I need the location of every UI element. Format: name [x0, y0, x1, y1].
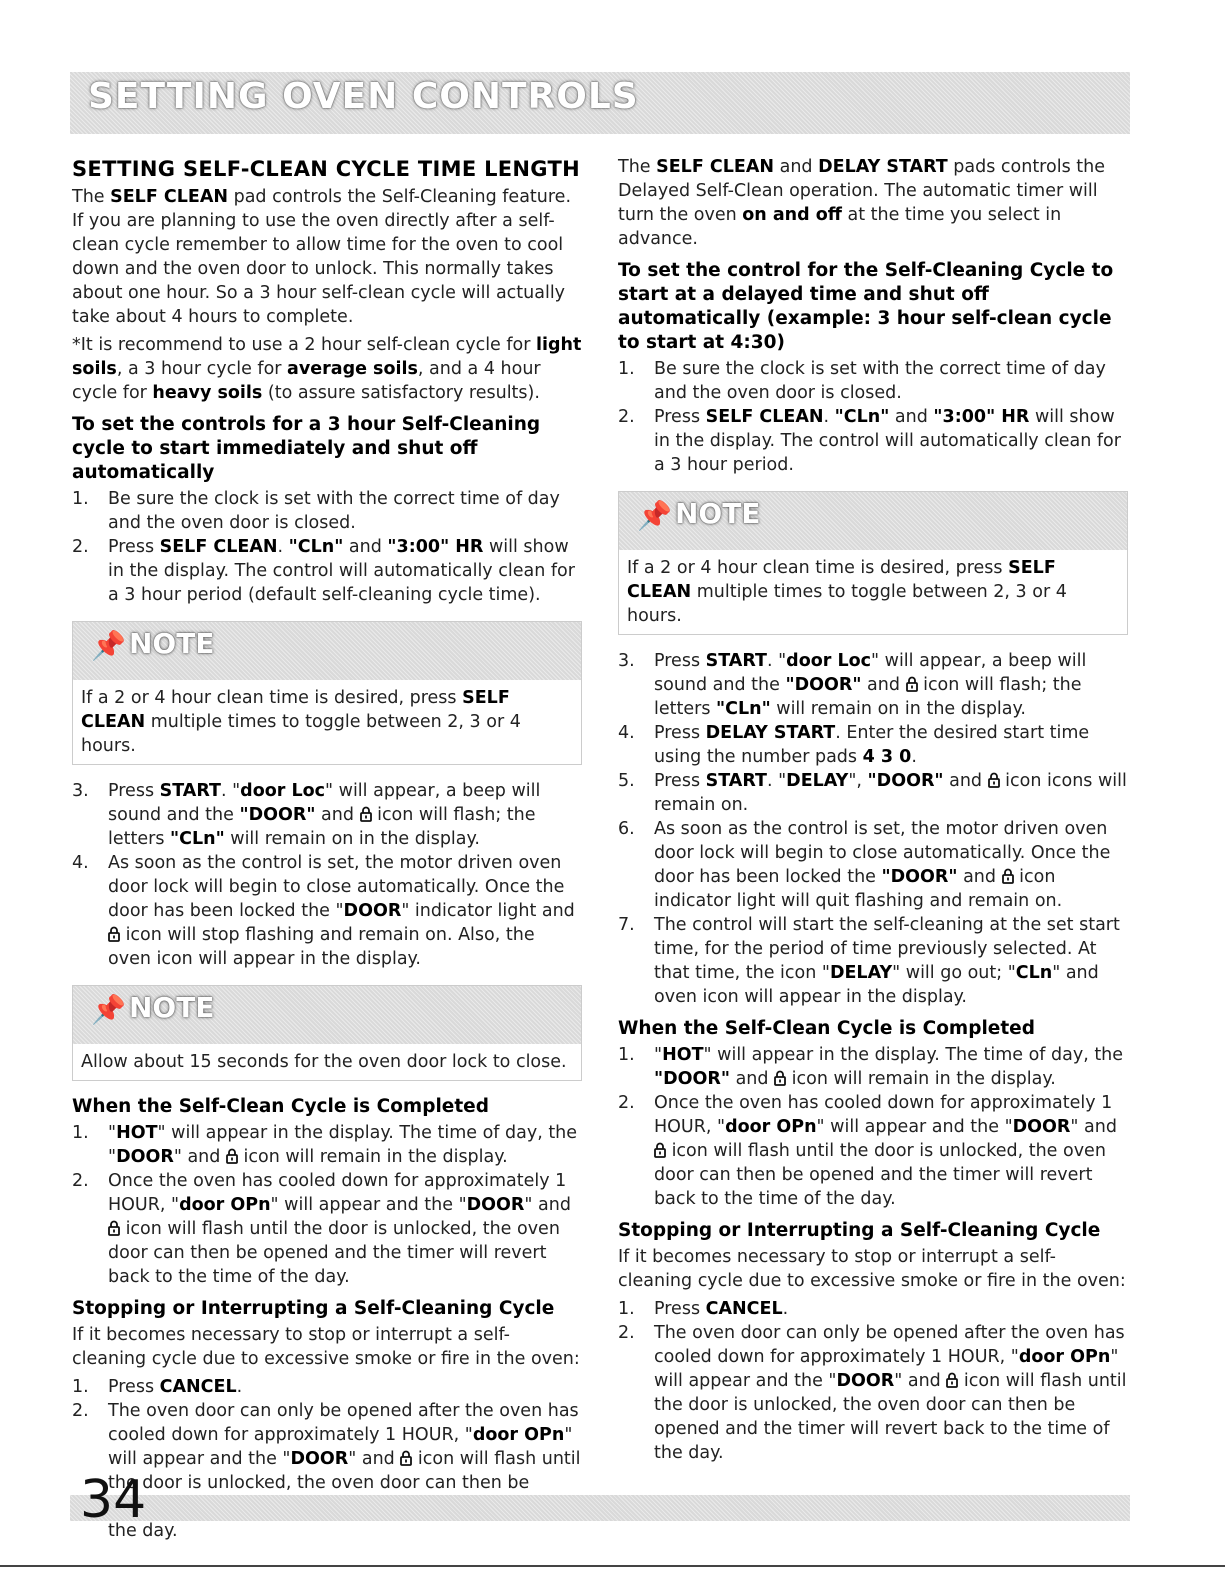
note-text: [73, 1044, 581, 1080]
step-number: 1.: [618, 1045, 635, 1065]
note-box: [72, 985, 582, 1081]
text-run: will show in the display. The control will automatically clean for a 3 hour period (default self-cleaning cycle time).: [108, 537, 575, 605]
text-run: Allow about 15 seconds for the oven door lock to close.: [81, 1052, 567, 1072]
door-lock-icon: [774, 1070, 786, 1086]
bold-term: "DOOR": [881, 867, 958, 887]
text-run: " and: [894, 1371, 947, 1391]
door-lock-icon: [400, 1450, 412, 1466]
bold-term: "DOOR": [239, 805, 316, 825]
step-number: 2.: [72, 1171, 89, 1191]
text-run: The control will start the self-cleaning at the set start time, for the period of time previously selected. At that time, the icon ": [654, 915, 1120, 983]
bold-term: SELF CLEAN: [81, 688, 510, 732]
text-run: and: [943, 771, 988, 791]
text-run: at the time you select in advance.: [618, 205, 1062, 249]
bold-term: CLn: [1015, 963, 1053, 983]
text-run: icon will flash; the letters: [654, 675, 1082, 719]
stopping-intro: If it becomes necessary to stop or interrupt a self-cleaning cycle due to excessive smoke or fire in the oven:: [618, 1247, 1126, 1291]
note-title: NOTE: [675, 497, 761, 530]
text-run: . Enter the desired start time using the number pads: [654, 723, 1090, 767]
note-text: [619, 550, 1127, 634]
step-number: 7.: [618, 915, 635, 935]
step-item: [618, 1321, 1128, 1465]
text-run: *It is recommend to use a 2 hour self-clean cycle for: [72, 335, 537, 355]
bold-term: SELF CLEAN: [627, 558, 1056, 602]
text-run: and: [730, 1069, 775, 1089]
bold-term: "DOOR": [867, 771, 944, 791]
text-run: The: [618, 157, 657, 177]
step-number: 6.: [618, 819, 635, 839]
bold-term: DELAY: [829, 963, 893, 983]
step-item: [618, 817, 1128, 913]
text-run: Press: [108, 537, 160, 557]
text-run: " will appear in the display. The time of day, the ": [108, 1123, 578, 1167]
left-column: [72, 155, 582, 1547]
text-run: icon will flash until the door is unlocked, the oven door can then be opened and the timer will revert back to the time of the day.: [108, 1219, 560, 1287]
text-run: will show in the display. The control will automatically clean for a 3 hour period.: [654, 407, 1121, 475]
bold-term: "CLn": [288, 537, 344, 557]
bold-term: door OPn: [1018, 1347, 1111, 1367]
bold-term: START: [705, 771, 767, 791]
bold-term: DOOR: [343, 901, 402, 921]
bold-term: average soils: [287, 359, 418, 379]
text-run: If a 2 or 4 hour clean time is desired, press: [81, 688, 463, 708]
text-run: The oven door can only be opened after the oven has cooled down for approximately 1 HOUR, ": [108, 1401, 579, 1445]
bold-term: START: [705, 651, 767, 671]
step-number: 2.: [618, 1323, 635, 1343]
delayed-clean-steps-continued: [618, 649, 1128, 1009]
bold-term: "CLn": [834, 407, 890, 427]
text-run: " and: [348, 1449, 401, 1469]
text-run: and: [315, 805, 360, 825]
step-item: [72, 535, 582, 607]
text-run: " will appear in the display. The time of day, the: [703, 1045, 1124, 1065]
section-title: SETTING OVEN CONTROLS: [88, 76, 639, 117]
bold-term: DELAY: [786, 771, 849, 791]
stopping-heading: Stopping or Interrupting a Self-Cleaning Cycle: [72, 1298, 555, 1319]
text-run: Once the oven has cooled down for approximately 1 HOUR, ": [108, 1171, 567, 1215]
step-number: 5.: [618, 771, 635, 791]
step-item: [72, 1169, 582, 1289]
text-run: icon will flash until the door is unlocked, the oven door can then be opened and the timer will revert back to the time of the day.: [654, 1371, 1127, 1463]
section-header-banner: [70, 72, 1130, 134]
bold-term: HOT: [662, 1045, 704, 1065]
text-run: " will appear, a beep will sound and the: [654, 651, 1087, 695]
text-run: " and: [524, 1195, 571, 1215]
text-run: , a 3 hour cycle for: [116, 359, 288, 379]
text-run: The oven door can only be opened after the oven has cooled down for approximately 1 HOUR, ": [654, 1323, 1125, 1367]
step-number: 1.: [72, 1123, 89, 1143]
bold-term: HOT: [116, 1123, 158, 1143]
text-run: .: [823, 407, 835, 427]
text-run: ",: [848, 771, 868, 791]
bold-term: door OPn: [725, 1117, 817, 1137]
bold-term: "CLn": [170, 829, 225, 849]
delay-intro-paragraph: [618, 155, 1128, 251]
step-number: 1.: [72, 1377, 89, 1397]
door-lock-icon: [226, 1148, 238, 1164]
bold-term: DELAY START: [818, 157, 948, 177]
text-run: Be sure the clock is set with the correct time of day and the oven door is closed.: [654, 359, 1106, 403]
text-run: icon will flash until the door is unlocked, the oven door can then be opened and the timer will revert back to the time of the day.: [654, 1141, 1106, 1209]
text-run: . ": [766, 771, 787, 791]
text-run: Press: [654, 723, 706, 743]
text-run: " and oven icon will appear in the display.: [654, 963, 1099, 1007]
text-run: and: [774, 157, 819, 177]
pushpin-icon: 📌: [637, 499, 672, 532]
text-run: pad controls the Self-Cleaning feature. If you are planning to use the oven directly after a self-clean cycle remember to allow time for the oven to cool down and the oven door to unlock. This normally takes about one hour. So a 3 hour self-clean cycle will actually take about 4 hours to complete.: [72, 187, 572, 327]
text-run: As soon as the control is set, the motor driven oven door lock will begin to close automatically. Once the door has been locked the: [654, 819, 1111, 887]
text-run: The: [72, 187, 111, 207]
note-header: [619, 492, 1127, 550]
step-item: [618, 405, 1128, 477]
text-run: Press: [108, 1377, 160, 1397]
step-number: 3.: [618, 651, 635, 671]
text-run: icon will remain in the display.: [786, 1069, 1056, 1089]
step-item: [618, 913, 1128, 1009]
text-run: icon indicator light will quit flashing and remain on.: [654, 867, 1063, 911]
door-lock-icon: [1002, 868, 1014, 884]
cycle-completed-heading: When the Self-Clean Cycle is Completed: [72, 1096, 489, 1117]
bold-term: DOOR: [1012, 1117, 1071, 1137]
bold-term: DOOR: [290, 1449, 349, 1469]
text-run: will remain on in the display.: [224, 829, 480, 849]
bold-term: DOOR: [116, 1147, 174, 1167]
text-run: .: [782, 1299, 789, 1319]
text-run: icon will remain in the display.: [237, 1147, 508, 1167]
bold-term: door Loc: [786, 651, 872, 671]
door-lock-icon: [988, 772, 1000, 788]
immediate-clean-steps: [72, 487, 582, 607]
note-header: [73, 986, 581, 1044]
text-run: . ": [766, 651, 787, 671]
text-run: Press: [654, 651, 706, 671]
text-run: and: [957, 867, 1002, 887]
bold-term: DOOR: [836, 1371, 895, 1391]
note-text: [73, 680, 581, 764]
text-run: As soon as the control is set, the motor driven oven door lock will begin to close automatically. Once the door has been locked the ": [108, 853, 565, 921]
text-run: If a 2 or 4 hour clean time is desired, press: [627, 558, 1009, 578]
text-run: Press: [654, 407, 706, 427]
step-item: [618, 721, 1128, 769]
text-run: " indicator light and: [401, 901, 575, 921]
text-run: Be sure the clock is set with the correct time of day and the oven door is closed.: [108, 489, 560, 533]
step-item: [618, 357, 1128, 405]
text-run: " will appear and the ": [654, 1347, 1119, 1391]
door-lock-icon: [654, 1142, 666, 1158]
door-lock-icon: [360, 806, 372, 822]
bold-term: door OPn: [472, 1425, 565, 1445]
bold-term: on and off: [742, 205, 842, 225]
bold-term: DELAY START: [705, 723, 836, 743]
text-run: " will appear and the ": [270, 1195, 467, 1215]
step-item: [72, 1121, 582, 1169]
text-run: ": [654, 1045, 663, 1065]
pushpin-icon: 📌: [91, 629, 126, 662]
bold-term: START: [159, 781, 221, 801]
delayed-clean-subheading: To set the control for the Self-Cleaning Cycle to start at a delayed time and shut off automatically (example: 3 hour self-clean cycle to start at 4:30): [618, 260, 1114, 353]
text-run: will remain on in the display.: [770, 699, 1026, 719]
stopping-steps: [618, 1297, 1128, 1465]
intro-paragraph: [72, 185, 582, 329]
text-run: .: [236, 1377, 243, 1397]
step-number: 1.: [72, 489, 89, 509]
text-run: and: [861, 675, 906, 695]
step-item: [72, 1399, 582, 1543]
step-item: [618, 649, 1128, 721]
step-item: [618, 1091, 1128, 1211]
text-run: " and: [173, 1147, 226, 1167]
bold-term: CANCEL: [705, 1299, 783, 1319]
text-run: and: [343, 537, 388, 557]
bold-term: SELF CLEAN: [656, 157, 775, 177]
step-number: 1.: [618, 359, 635, 379]
bold-term: door OPn: [179, 1195, 271, 1215]
step-number: 4.: [72, 853, 89, 873]
step-item: [72, 1375, 582, 1399]
bold-term: "3:00" HR: [933, 407, 1030, 427]
text-run: .: [911, 747, 917, 767]
text-run: icon will stop flashing and remain on. Also, the oven icon will appear in the display.: [108, 925, 535, 969]
text-run: multiple times to toggle between 2, 3 or 4 hours.: [627, 582, 1067, 626]
bold-term: SELF CLEAN: [159, 537, 278, 557]
text-run: Press: [654, 771, 706, 791]
note-header: [73, 622, 581, 680]
text-run: " will appear, a beep will sound and the: [108, 781, 541, 825]
step-item: [618, 1297, 1128, 1321]
cycle-completed-steps: [618, 1043, 1128, 1211]
step-item: [72, 779, 582, 851]
text-run: .: [277, 537, 289, 557]
step-number: 3.: [72, 781, 89, 801]
bottom-rule: [0, 1565, 1225, 1567]
text-run: ": [108, 1123, 117, 1143]
text-run: " will appear and the ": [108, 1425, 573, 1469]
text-run: (to assure satisfactory results).: [262, 383, 540, 403]
note-box: [618, 491, 1128, 635]
text-run: icon will flash until the door is unlocked, the oven door can then be the day.: [108, 1449, 581, 1541]
bold-term: 4 3 0: [862, 747, 912, 767]
cycle-completed-heading: When the Self-Clean Cycle is Completed: [618, 1018, 1035, 1039]
text-run: . ": [220, 781, 241, 801]
door-lock-icon: [108, 926, 120, 942]
bold-term: DOOR: [466, 1195, 525, 1215]
step-number: 4.: [618, 723, 635, 743]
page-number: 34: [80, 1470, 147, 1530]
text-run: and: [889, 407, 934, 427]
bold-term: CANCEL: [159, 1377, 237, 1397]
bold-term: light soils: [72, 335, 582, 379]
door-lock-icon: [108, 1220, 120, 1236]
note-title: NOTE: [129, 627, 215, 660]
pushpin-icon: 📌: [91, 993, 126, 1026]
text-run: multiple times to toggle between 2, 3 or 4 hours.: [81, 712, 521, 756]
text-run: " will appear and the ": [816, 1117, 1013, 1137]
text-run: Press: [108, 781, 160, 801]
step-item: [618, 1043, 1128, 1091]
text-run: pads controls the Delayed Self-Clean operation. The automatic timer will turn the oven: [618, 157, 1105, 225]
footer-bar: [70, 1495, 1130, 1521]
text-run: icon will flash; the letters: [108, 805, 536, 849]
step-number: 2.: [72, 1401, 89, 1421]
text-run: icon icons will remain on.: [654, 771, 1127, 815]
door-lock-icon: [946, 1372, 958, 1388]
door-lock-icon: [906, 676, 918, 692]
step-number: 2.: [72, 537, 89, 557]
step-number: 2.: [618, 407, 635, 427]
bold-term: "3:00" HR: [387, 537, 484, 557]
cycle-completed-steps: [72, 1121, 582, 1289]
step-number: 1.: [618, 1299, 635, 1319]
bold-term: SELF CLEAN: [705, 407, 824, 427]
step-number: 2.: [618, 1093, 635, 1113]
note-title: NOTE: [129, 991, 215, 1024]
text-run: " will go out; ": [892, 963, 1016, 983]
bold-term: heavy soils: [152, 383, 263, 403]
bold-term: door Loc: [240, 781, 326, 801]
text-run: , and a 4 hour cycle for: [72, 359, 541, 403]
bold-term: "DOOR": [785, 675, 862, 695]
stopping-intro: If it becomes necessary to stop or interrupt a self-cleaning cycle due to excessive smoke or fire in the oven:: [72, 1325, 580, 1369]
note-box: [72, 621, 582, 765]
section-heading: SETTING SELF-CLEAN CYCLE TIME LENGTH: [72, 157, 580, 181]
stopping-heading: Stopping or Interrupting a Self-Cleaning Cycle: [618, 1220, 1101, 1241]
bold-term: SELF CLEAN: [110, 187, 229, 207]
step-item: [72, 851, 582, 971]
immediate-clean-subheading: To set the controls for a 3 hour Self-Cleaning cycle to start immediately and shut off automatically: [72, 414, 541, 483]
text-run: " and: [1070, 1117, 1117, 1137]
delayed-clean-steps: [618, 357, 1128, 477]
right-column: [618, 155, 1128, 1469]
immediate-clean-steps-continued: [72, 779, 582, 971]
step-item: [618, 769, 1128, 817]
bold-term: "CLn": [716, 699, 771, 719]
text-run: Once the oven has cooled down for approximately 1 HOUR, ": [654, 1093, 1113, 1137]
soil-recommendation-paragraph: [72, 333, 582, 405]
text-run: Press: [654, 1299, 706, 1319]
step-item: [72, 487, 582, 535]
bold-term: "DOOR": [654, 1069, 730, 1089]
